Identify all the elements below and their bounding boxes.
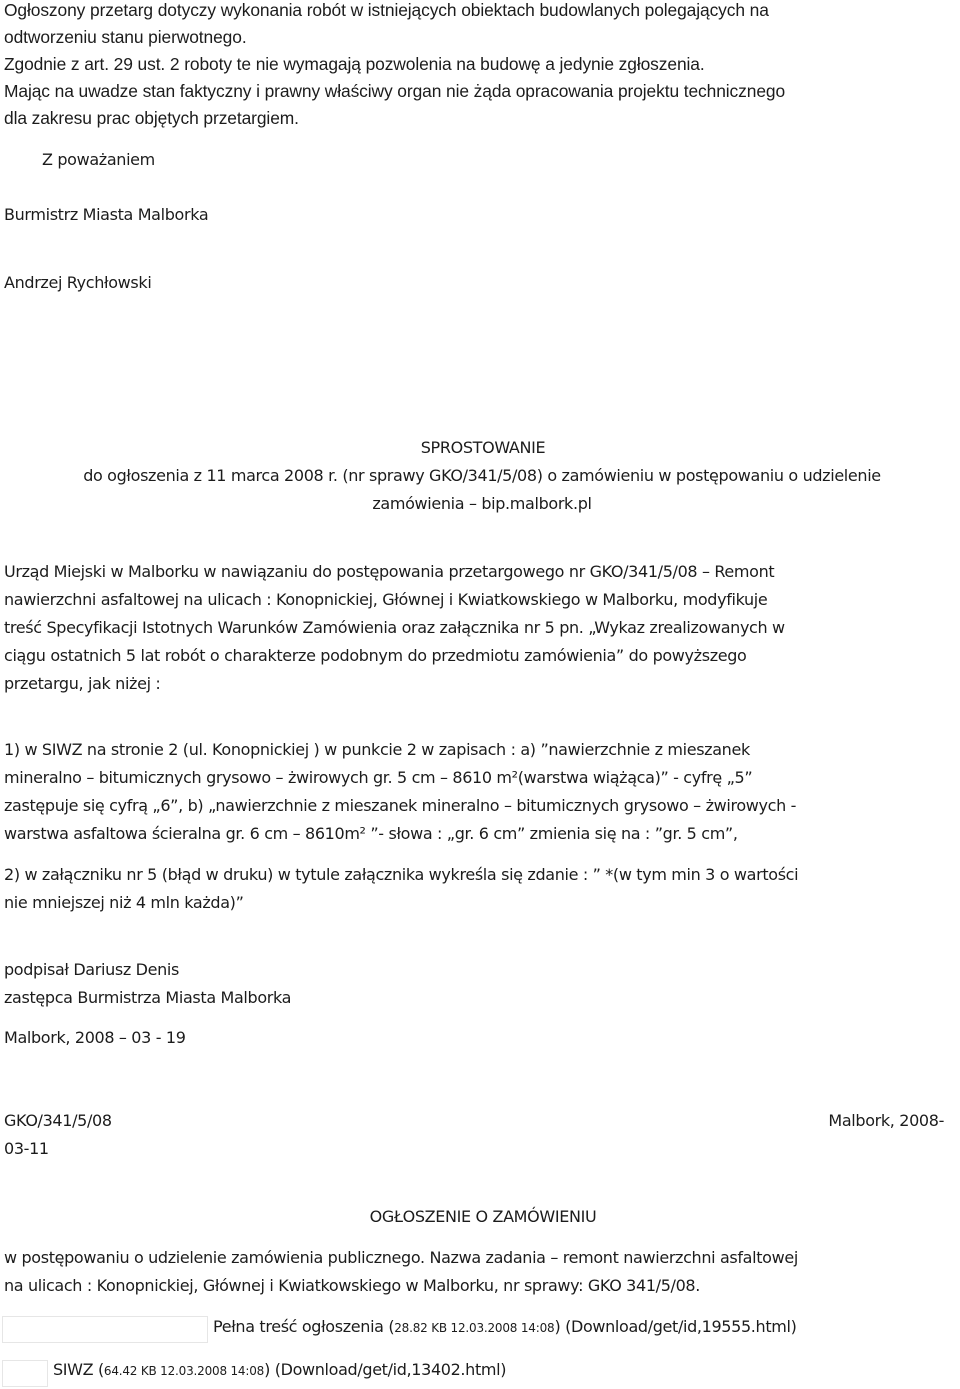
notice-heading: OGŁOSZENIE O ZAMÓWIENIU [369, 1207, 597, 1226]
intro-line-5: dla zakresu prac objętych przetargiem. [4, 108, 299, 128]
notice-text-1: w postępowaniu o udzielenie zamówienia publicznego. Nazwa zadania – remont nawierzchni asfaltowej [4, 1248, 798, 1267]
download-row-1-box [2, 1316, 208, 1343]
regards-text: Z poważaniem [42, 150, 155, 169]
download-row-2-label: SIWZ ( [53, 1360, 104, 1379]
correction-sub-2: zamówienia – bip.malbork.pl [372, 494, 592, 513]
notice-place-date: Malbork, 2008- [828, 1111, 944, 1130]
item1-line-4: warstwa asfaltowa ścieralna gr. 6 cm – 8610m² ”- słowa : „gr. 6 cm” zmienia się na : ”gr. 5 cm”, [4, 824, 738, 843]
correction-heading: SPROSTOWANIE [420, 438, 546, 457]
intro-line-2: odtworzeniu stanu pierwotnego. [4, 27, 247, 47]
mayor-title: Burmistrz Miasta Malborka [4, 205, 209, 224]
signed-role: zastępca Burmistrza Miasta Malborka [4, 988, 292, 1007]
correction-sub-1: do ogłoszenia z 11 marca 2008 r. (nr sprawy GKO/341/5/08) o zamówieniu w postępowaniu o udzielenie [83, 466, 881, 485]
intro-line-3: Zgodnie z art. 29 ust. 2 roboty te nie wymagają pozwolenia na budowę a jedynie zgłoszenia. [4, 54, 705, 74]
download-row-1-meta: 28.82 KB 12.03.2008 14:08 [394, 1321, 555, 1335]
correction-para-line-2: nawierzchni asfaltowej na ulicach : Konopnickiej, Głównej i Kwiatkowskiego w Malborku, modyfikuje [4, 590, 768, 609]
correction-para-line-4: ciągu ostatnich 5 lat robót o charakterze podobnym do przedmiotu zamówienia” do powyższego [4, 646, 747, 665]
notice-place-date-cont: 03-11 [4, 1139, 49, 1158]
item1-line-1: 1) w SIWZ na stronie 2 (ul. Konopnickiej ) w punkcie 2 w zapisach : a) ”nawierzchnie z mieszanek [4, 740, 750, 759]
mayor-name: Andrzej Rychłowski [4, 273, 152, 292]
download-row-1[interactable] [213, 1313, 796, 1342]
item2-line-1: 2) w załączniku nr 5 (błąd w druku) w tytule załącznika wykreśla się zdanie : ” *(w tym min 3 o wartości [4, 865, 799, 884]
correction-para-line-3: treść Specyfikacji Istotnych Warunków Zamówienia oraz załącznika nr 5 pn. „Wykaz zrealizowanych w [4, 618, 785, 637]
signed-name: podpisał Dariusz Denis [4, 960, 179, 979]
download-row-1-link[interactable]: ) (Download/get/id,19555.html) [554, 1317, 797, 1336]
item1-line-2: mineralno – bitumicznych grysowo – żwirowych gr. 5 cm – 8610 m²(warstwa wiążąca)” - cyfrę „5” [4, 768, 753, 787]
item1-line-3: zastępuje się cyfrą „6”, b) „nawierzchnie z mieszanek mineralno – bitumicznych grysowo – żwirowych - [4, 796, 797, 815]
correction-para-line-1: Urząd Miejski w Malborku w nawiązaniu do postępowania przetargowego nr GKO/341/5/08 – Remont [4, 562, 775, 581]
item2-line-2: nie mniejszej niż 4 mln każda)” [4, 893, 244, 912]
download-row-2-link[interactable]: ) (Download/get/id,13402.html) [264, 1360, 507, 1379]
download-row-2-box [2, 1360, 48, 1387]
intro-line-1: Ogłoszony przetarg dotyczy wykonania robót w istniejących obiektach budowlanych polegających na [4, 0, 769, 20]
correction-date: Malbork, 2008 – 03 - 19 [4, 1028, 186, 1047]
download-row-1-label: Pełna treść ogłoszenia ( [213, 1317, 395, 1336]
notice-text-2: na ulicach : Konopnickiej, Głównej i Kwiatkowskiego w Malborku, nr sprawy: GKO 341/5/08. [4, 1276, 700, 1295]
download-row-2[interactable] [53, 1356, 506, 1385]
download-row-2-meta: 64.42 KB 12.03.2008 14:08 [103, 1364, 265, 1378]
correction-para-line-5: przetargu, jak niżej : [4, 674, 161, 693]
notice-reference: GKO/341/5/08 [4, 1111, 112, 1130]
intro-line-4: Mając na uwadze stan faktyczny i prawny właściwy organ nie żąda opracowania projektu technicznego [4, 81, 786, 101]
